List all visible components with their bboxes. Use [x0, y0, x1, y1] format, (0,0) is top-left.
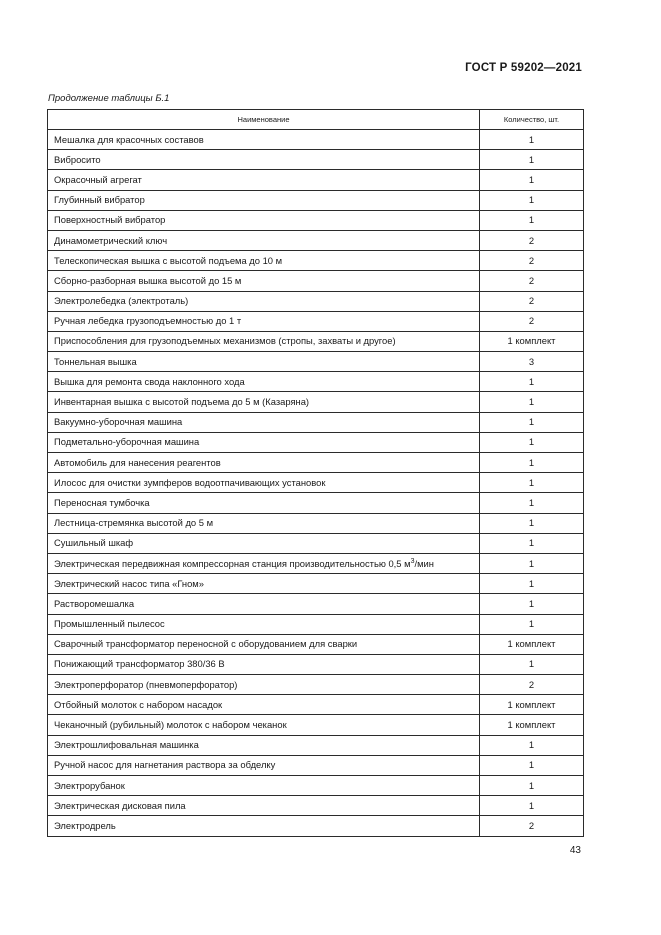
table-row: [48, 695, 584, 715]
table-row: [48, 392, 584, 412]
item-quantity: 1: [480, 735, 584, 755]
item-name-text: Окрасочный агрегат: [54, 173, 142, 185]
item-name-text: Тоннельная вышка: [54, 355, 137, 367]
page-number: 43: [569, 845, 581, 856]
item-name: [48, 796, 480, 816]
item-name: [48, 170, 480, 190]
item-quantity: 1: [480, 614, 584, 634]
item-name-text: Ручная лебедка грузоподъемностью до 1 т: [54, 315, 242, 327]
item-quantity: 1 комплект: [480, 331, 584, 351]
table-row: [48, 776, 584, 796]
table-row: [48, 170, 584, 190]
item-name: [48, 675, 480, 695]
item-quantity: 1: [480, 170, 584, 190]
item-name-text: Мешалка для красочных составов: [54, 133, 204, 145]
item-name-text: Электроперфоратор (пневмоперфоратор): [54, 678, 238, 690]
item-name-text: Илосос для очистки зумпферов водоотпачивающих установок: [54, 476, 326, 488]
item-name: [48, 654, 480, 674]
item-name: [48, 513, 480, 533]
table-row: [48, 634, 584, 654]
table-row: [48, 735, 584, 755]
item-quantity: 2: [480, 271, 584, 291]
item-quantity: 3: [480, 352, 584, 372]
table-row: [48, 513, 584, 533]
item-name: [48, 715, 480, 735]
item-name-text: Лестница-стремянка высотой до 5 м: [54, 517, 214, 529]
table-row: [48, 412, 584, 432]
table-row: [48, 230, 584, 250]
table-row: [48, 210, 584, 230]
table-row: [48, 130, 584, 150]
item-quantity: 1: [480, 533, 584, 553]
table-row: [48, 432, 584, 452]
table-row: [48, 190, 584, 210]
item-name: [48, 473, 480, 493]
item-quantity: 2: [480, 291, 584, 311]
item-name: [48, 776, 480, 796]
table-row: [48, 291, 584, 311]
item-quantity: 1: [480, 796, 584, 816]
item-name: [48, 533, 480, 553]
item-name: [48, 553, 480, 573]
item-name: [48, 493, 480, 513]
item-name: [48, 453, 480, 473]
item-name: [48, 816, 480, 836]
item-name: [48, 372, 480, 392]
table-row: [48, 574, 584, 594]
item-name-text: Промышленный пылесос: [54, 618, 165, 630]
unit-exponent: 3: [410, 558, 415, 566]
table-row: [48, 675, 584, 695]
item-quantity: 1: [480, 190, 584, 210]
item-name: [48, 432, 480, 452]
item-quantity: 1: [480, 776, 584, 796]
item-quantity: 2: [480, 675, 584, 695]
item-quantity: 1: [480, 493, 584, 513]
item-name-text: Электролебедка (электроталь): [54, 295, 189, 307]
item-quantity: 1: [480, 513, 584, 533]
table-caption: Продолжение таблицы Б.1: [48, 93, 170, 104]
table-row: [48, 755, 584, 775]
item-name-text: Электрическая дисковая пила: [54, 799, 186, 811]
item-name-text: Электродрель: [54, 819, 116, 831]
item-name: [48, 594, 480, 614]
table-row: [48, 372, 584, 392]
table-row: [48, 594, 584, 614]
item-name-text: Динамометрический ключ: [54, 234, 168, 246]
item-quantity: 1: [480, 130, 584, 150]
item-name-text: Электрический насос типа «Гном»: [54, 577, 204, 589]
item-quantity: 2: [480, 311, 584, 331]
item-quantity: 2: [480, 230, 584, 250]
item-name-text: Вакуумно-уборочная машина: [54, 416, 183, 428]
item-quantity: 1: [480, 594, 584, 614]
item-name: [48, 190, 480, 210]
item-name-text: Инвентарная вышка с высотой подъема до 5 м (Казаряна): [54, 396, 310, 408]
item-name-text: Глубинный вибратор: [54, 194, 145, 206]
item-name-text: Вышка для ремонта свода наклонного хода: [54, 375, 245, 387]
item-quantity: 1: [480, 574, 584, 594]
table-row: [48, 614, 584, 634]
table-row: [48, 654, 584, 674]
item-name-text: Сушильный шкаф: [54, 537, 134, 549]
unit-suffix: /мин: [414, 558, 434, 570]
table-row: [48, 553, 584, 573]
item-name: [48, 695, 480, 715]
item-name-text: Телескопическая вышка с высотой подъема до 10 м: [54, 254, 283, 266]
item-name: [48, 271, 480, 291]
item-name-text: Электрическая передвижная компрессорная станция производительностью 0,5 м: [54, 558, 411, 570]
item-quantity: 1: [480, 392, 584, 412]
item-name: [48, 392, 480, 412]
table-header-row: [48, 110, 584, 130]
table-row: [48, 311, 584, 331]
item-quantity: 1 комплект: [480, 634, 584, 654]
item-name-text: Отбойный молоток с набором насадок: [54, 698, 223, 710]
item-quantity: 2: [480, 816, 584, 836]
item-name-text: Поверхностный вибратор: [54, 214, 166, 226]
item-name: [48, 331, 480, 351]
item-quantity: 1: [480, 412, 584, 432]
item-name: [48, 735, 480, 755]
item-quantity: 2: [480, 251, 584, 271]
item-name-text: Автомобиль для нанесения реагентов: [54, 456, 221, 468]
item-quantity: 1: [480, 432, 584, 452]
item-quantity: 1: [480, 553, 584, 573]
table-row: [48, 533, 584, 553]
item-name: [48, 352, 480, 372]
item-name-text: Сварочный трансформатор переносной с оборудованием для сварки: [54, 638, 358, 650]
item-quantity: 1: [480, 453, 584, 473]
item-name: [48, 210, 480, 230]
item-quantity: 1 комплект: [480, 715, 584, 735]
column-header-quantity: Количество, шт.: [480, 110, 584, 130]
item-quantity: 1: [480, 150, 584, 170]
column-header-name: Наименование: [48, 110, 480, 130]
table-row: [48, 796, 584, 816]
item-name-text: Чеканочный (рубильный) молоток с набором чеканок: [54, 719, 287, 731]
item-name: [48, 311, 480, 331]
item-name: [48, 150, 480, 170]
item-name-text: Сборно-разборная вышка высотой до 15 м: [54, 274, 242, 286]
item-quantity: 1: [480, 654, 584, 674]
item-name: [48, 291, 480, 311]
item-name-text: Ручной насос для нагнетания раствора за обделку: [54, 759, 276, 771]
item-name-text: Понижающий трансформатор 380/36 В: [54, 658, 225, 670]
item-name: [48, 614, 480, 634]
standard-number: ГОСТ Р 59202—2021: [465, 62, 582, 74]
table-row: [48, 271, 584, 291]
table-row: [48, 816, 584, 836]
item-name: [48, 755, 480, 775]
table-row: [48, 150, 584, 170]
item-quantity: 1: [480, 210, 584, 230]
item-name: [48, 574, 480, 594]
equipment-table: [47, 109, 584, 837]
table-row: [48, 251, 584, 271]
table-row: [48, 473, 584, 493]
table-row: [48, 453, 584, 473]
item-name: [48, 230, 480, 250]
table-row: [48, 352, 584, 372]
table-row: [48, 331, 584, 351]
item-quantity: 1 комплект: [480, 695, 584, 715]
item-name: [48, 412, 480, 432]
item-name: [48, 251, 480, 271]
item-name: [48, 130, 480, 150]
item-name-text: Электрошлифовальная машинка: [54, 739, 199, 751]
item-name-text: Растворомешалка: [54, 597, 135, 609]
table-row: [48, 493, 584, 513]
item-quantity: 1: [480, 755, 584, 775]
item-name-text: Переносная тумбочка: [54, 496, 150, 508]
item-name-text: Подметально-уборочная машина: [54, 436, 200, 448]
item-name-text: Вибросито: [54, 153, 101, 165]
item-name-text: Приспособления для грузоподъемных механизмов (стропы, захваты и другое): [54, 335, 396, 347]
item-quantity: 1: [480, 473, 584, 493]
table-row: [48, 715, 584, 735]
item-name: [48, 634, 480, 654]
item-name-text: Электрорубанок: [54, 779, 125, 791]
item-quantity: 1: [480, 372, 584, 392]
